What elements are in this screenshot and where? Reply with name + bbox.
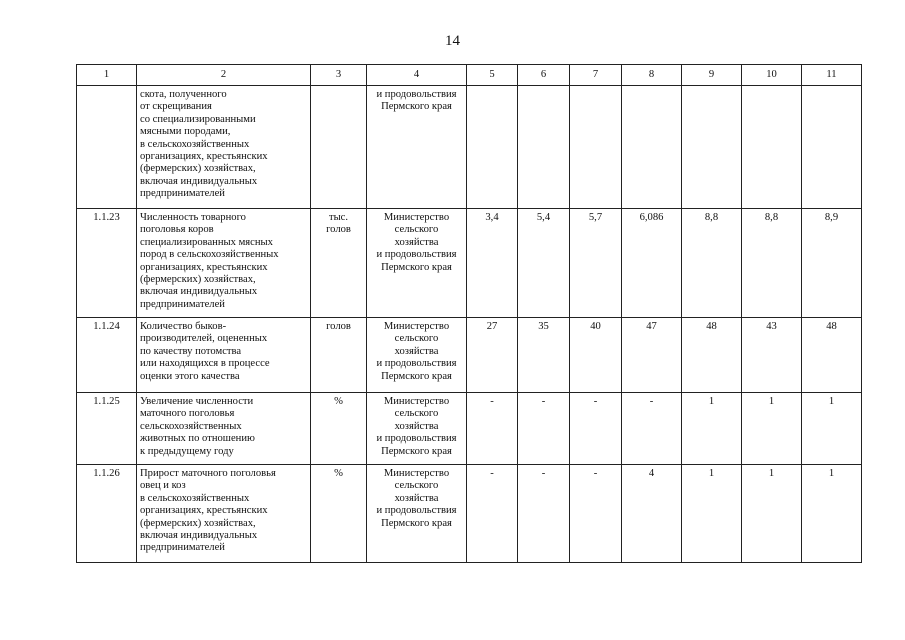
value-cell: 8,8 <box>742 209 802 318</box>
value-cell: - <box>570 393 622 465</box>
value-cell: 35 <box>518 318 570 393</box>
value-cell: 1 <box>742 393 802 465</box>
value-cell: 40 <box>570 318 622 393</box>
column-header: 11 <box>802 65 862 86</box>
column-header: 10 <box>742 65 802 86</box>
value-cell: 1 <box>802 393 862 465</box>
column-header: 5 <box>467 65 518 86</box>
table-row <box>77 86 862 209</box>
value-cell: 27 <box>467 318 518 393</box>
table-header-row <box>77 65 862 86</box>
value-cell <box>622 86 682 209</box>
responsible-org-cell: Министерство сельского хозяйства и продовольствия Пермского края <box>367 465 467 563</box>
value-cell: 6,086 <box>622 209 682 318</box>
column-header: 4 <box>367 65 467 86</box>
table-row <box>77 465 862 563</box>
table-row <box>77 209 862 318</box>
row-id-cell: 1.1.23 <box>77 209 137 318</box>
indicator-name-cell: Прирост маточного поголовья овец и коз в сельскохозяйственных организациях, крестьянских (фермерских) хозяйствах, включая индивидуальных предпринимателей <box>137 465 311 563</box>
row-id-cell <box>77 86 137 209</box>
value-cell: 1 <box>682 465 742 563</box>
table-row <box>77 318 862 393</box>
page-number: 14 <box>445 33 460 49</box>
indicator-name-cell: скота, полученного от скрещивания со специализированными мясными породами, в сельскохозяйственных организациях, крестьянских (фермерских) хозяйствах, включая индивидуальных предпринимателей <box>137 86 311 209</box>
column-header: 9 <box>682 65 742 86</box>
value-cell: 3,4 <box>467 209 518 318</box>
responsible-org-cell: и продовольствия Пермского края <box>367 86 467 209</box>
value-cell <box>467 86 518 209</box>
value-cell: - <box>518 393 570 465</box>
value-cell: 1 <box>682 393 742 465</box>
value-cell: - <box>467 465 518 563</box>
value-cell <box>518 86 570 209</box>
value-cell <box>742 86 802 209</box>
indicator-name-cell: Численность товарного поголовья коров специализированных мясных пород в сельскохозяйственных организациях, крестьянских (фермерских) хозяйствах, включая индивидуальных предпринимателей <box>137 209 311 318</box>
value-cell <box>570 86 622 209</box>
value-cell: 1 <box>742 465 802 563</box>
column-header: 2 <box>137 65 311 86</box>
value-cell: 8,9 <box>802 209 862 318</box>
value-cell: 5,4 <box>518 209 570 318</box>
unit-cell: голов <box>311 318 367 393</box>
column-header: 7 <box>570 65 622 86</box>
value-cell: - <box>570 465 622 563</box>
unit-cell: тыс. голов <box>311 209 367 318</box>
value-cell: 1 <box>802 465 862 563</box>
value-cell: 47 <box>622 318 682 393</box>
responsible-org-cell: Министерство сельского хозяйства и продовольствия Пермского края <box>367 393 467 465</box>
indicators-table <box>76 64 862 563</box>
value-cell <box>682 86 742 209</box>
row-id-cell: 1.1.25 <box>77 393 137 465</box>
column-header: 3 <box>311 65 367 86</box>
indicator-name-cell: Увеличение численности маточного поголовья сельскохозяйственных животных по отношению к предыдущему году <box>137 393 311 465</box>
value-cell: 5,7 <box>570 209 622 318</box>
value-cell: - <box>467 393 518 465</box>
value-cell: 4 <box>622 465 682 563</box>
column-header: 8 <box>622 65 682 86</box>
value-cell: 8,8 <box>682 209 742 318</box>
row-id-cell: 1.1.26 <box>77 465 137 563</box>
indicator-name-cell: Количество быков- производителей, оцененных по качеству потомства или находящихся в процессе оценки этого качества <box>137 318 311 393</box>
value-cell: 48 <box>682 318 742 393</box>
responsible-org-cell: Министерство сельского хозяйства и продовольствия Пермского края <box>367 209 467 318</box>
table-row <box>77 393 862 465</box>
unit-cell: % <box>311 393 367 465</box>
column-header: 6 <box>518 65 570 86</box>
column-header: 1 <box>77 65 137 86</box>
row-id-cell: 1.1.24 <box>77 318 137 393</box>
responsible-org-cell: Министерство сельского хозяйства и продовольствия Пермского края <box>367 318 467 393</box>
unit-cell: % <box>311 465 367 563</box>
value-cell: - <box>518 465 570 563</box>
value-cell: 43 <box>742 318 802 393</box>
unit-cell <box>311 86 367 209</box>
value-cell: - <box>622 393 682 465</box>
value-cell <box>802 86 862 209</box>
value-cell: 48 <box>802 318 862 393</box>
